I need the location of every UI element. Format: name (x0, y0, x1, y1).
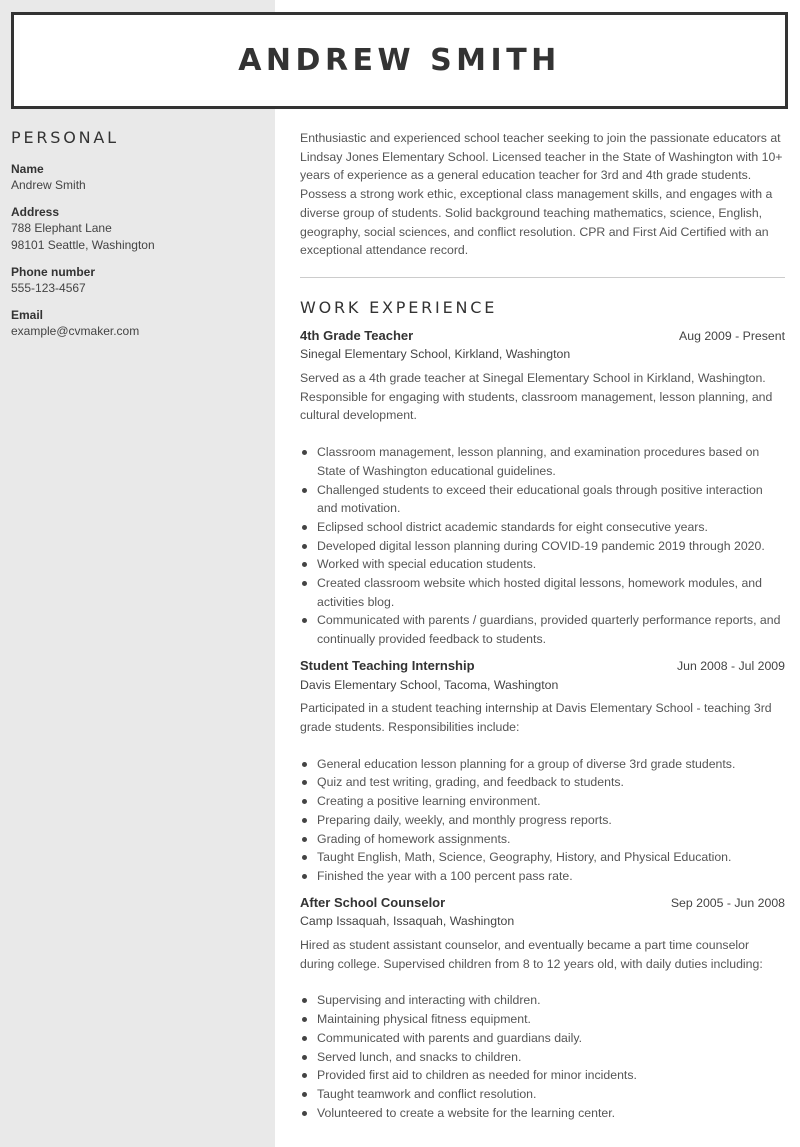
job-list (300, 327, 785, 1123)
resume-header (11, 12, 788, 109)
job-bullet: Provided first aid to children as needed for minor incidents. (300, 1066, 785, 1085)
job-header (300, 657, 785, 676)
job-description: Hired as student assistant counselor, and eventually became a part time counselor during college. Supervised children from 8 to 12 years old, with daily duties including: (300, 938, 763, 971)
job-entry (300, 657, 785, 886)
job-bullet: Quiz and test writing, grading, and feedback to students. (300, 773, 785, 792)
work-experience-title: WORK EXPERIENCE (300, 297, 498, 317)
personal-details (11, 161, 266, 340)
job-bullet-list (300, 755, 785, 886)
job-title: After School Counselor (300, 894, 446, 910)
job-bullet: Eclipsed school district academic standards for eight consecutive years. (300, 518, 785, 537)
main-content (300, 129, 785, 1130)
job-bullet-list (300, 443, 785, 649)
address-line-1: 788 Elephant Lane (11, 221, 112, 235)
job-bullet: Communicated with parents and guardians daily. (300, 1029, 785, 1048)
address-label: Address (11, 205, 60, 219)
job-bullet: Communicated with parents / guardians, provided quarterly performance reports, and continually provided feedback to students. (300, 611, 785, 648)
job-entry (300, 894, 785, 1123)
job-title: Student Teaching Internship (300, 657, 475, 673)
job-bullet: Created classroom website which hosted digital lessons, homework modules, and activities blog. (300, 574, 785, 611)
job-bullet: Grading of homework assignments. (300, 830, 785, 849)
job-entry (300, 327, 785, 649)
job-bullet: Taught English, Math, Science, Geography, History, and Physical Education. (300, 848, 785, 867)
job-dates: Jun 2008 - Jul 2009 (676, 658, 785, 673)
job-header (300, 327, 785, 346)
job-dates: Sep 2005 - Jun 2008 (670, 895, 785, 910)
job-bullet: Developed digital lesson planning during COVID-19 pandemic 2019 through 2020. (300, 537, 785, 556)
job-bullet: Challenged students to exceed their educational goals through positive interaction and motivation. (300, 481, 785, 518)
job-bullet: Finished the year with a 100 percent pass rate. (300, 867, 785, 886)
job-title: 4th Grade Teacher (300, 327, 414, 343)
job-company: Davis Elementary School, Tacoma, Washington (300, 677, 559, 692)
job-description: Participated in a student teaching internship at Davis Elementary School - teaching 3rd grade students. Responsibilities include: (300, 701, 772, 734)
name-label: Name (11, 162, 44, 176)
phone-value: 555-123-4567 (11, 281, 86, 295)
job-bullet: Supervising and interacting with children. (300, 991, 785, 1010)
phone-label: Phone number (11, 265, 96, 279)
sidebar (11, 128, 266, 340)
job-bullet: Taught teamwork and conflict resolution. (300, 1085, 785, 1104)
job-bullet: Maintaining physical fitness equipment. (300, 1010, 785, 1029)
email-label: Email (11, 308, 44, 322)
job-bullet: Volunteered to create a website for the learning center. (300, 1104, 785, 1123)
name-value: Andrew Smith (11, 178, 86, 192)
address-line-2: 98101 Seattle, Washington (11, 238, 155, 252)
job-header (300, 894, 785, 913)
job-bullet: Worked with special education students. (300, 555, 785, 574)
job-bullet-list (300, 991, 785, 1122)
profile-summary: Enthusiastic and experienced school teacher seeking to join the passionate educators at Lindsay Jones Elementary School. Licensed teacher in the State of Washington with 10+ years of experience as a general education teacher for 3rd and 4th grade students. Possess a strong work ethic, exceptional class management skills, and engages with a diverse group of students. Solid background teaching mathematics, science, English, geography, social sciences, and conflict resolution. CPR and First Aid Certified with an exceptional attendance record. (300, 131, 783, 258)
job-company: Sinegal Elementary School, Kirkland, Washington (300, 347, 571, 362)
job-description: Served as a 4th grade teacher at Sinegal Elementary School in Kirkland, Washington. Responsible for engaging with students, classroom management, lesson planning, and cultural development. (300, 371, 773, 423)
section-divider (300, 277, 785, 278)
job-bullet: General education lesson planning for a group of diverse 3rd grade students. (300, 755, 785, 774)
personal-section-title: PERSONAL (11, 128, 119, 147)
job-bullet: Classroom management, lesson planning, and examination procedures based on State of Washington educational guidelines. (300, 443, 785, 480)
candidate-name: ANDREW SMITH (238, 43, 561, 78)
job-bullet: Served lunch, and snacks to children. (300, 1048, 785, 1067)
job-company: Camp Issaquah, Issaquah, Washington (300, 914, 515, 929)
email-value: example@cvmaker.com (11, 324, 140, 338)
job-dates: Aug 2009 - Present (679, 328, 785, 343)
job-bullet: Preparing daily, weekly, and monthly progress reports. (300, 811, 785, 830)
job-bullet: Creating a positive learning environment. (300, 792, 785, 811)
